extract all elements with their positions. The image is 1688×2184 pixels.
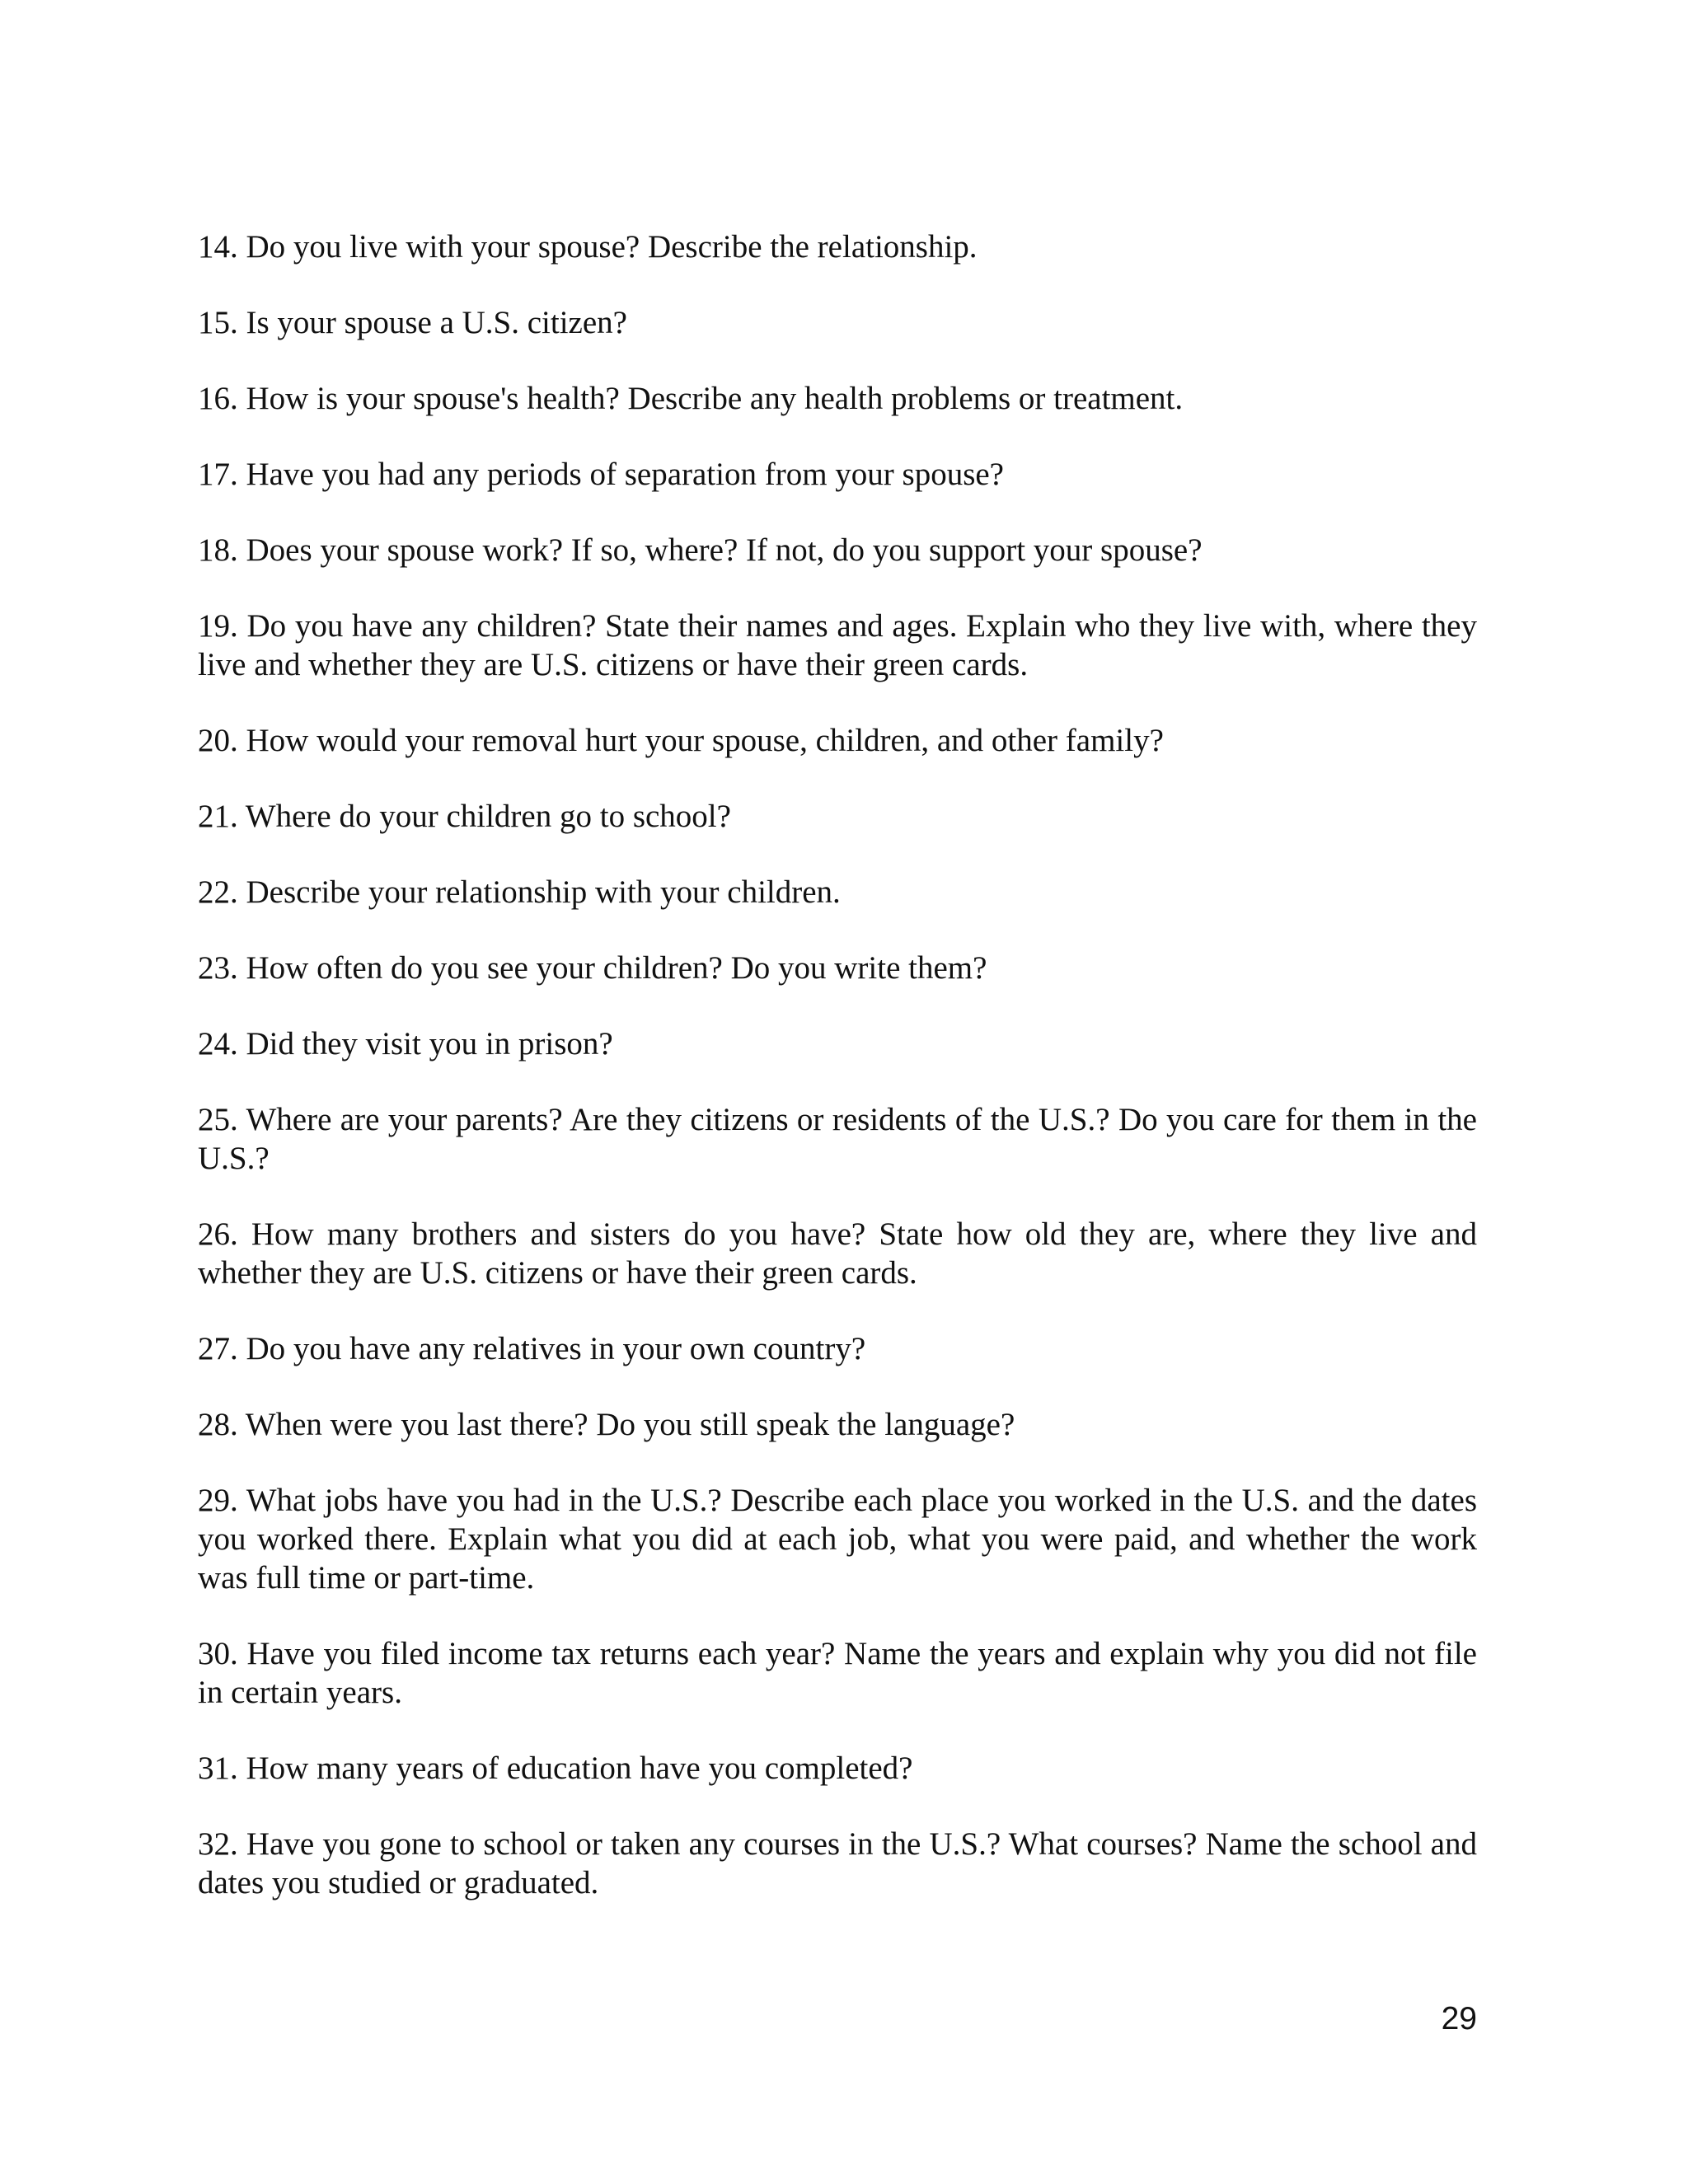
question-17: 17. Have you had any periods of separation from your spouse? (198, 457, 1004, 492)
question-list (198, 227, 1477, 1939)
question-23: 23. How often do you see your children? Do you write them? (198, 950, 987, 986)
page-number: 29 (1441, 2001, 1477, 2036)
question-24: 24. Did they visit you in prison? (198, 1026, 613, 1062)
question-30: 30. Have you filed income tax returns each year? Name the years and explain why you did not file in certain years. (198, 1636, 1477, 1710)
question-32: 32. Have you gone to school or taken any courses in the U.S.? What courses? Name the school and dates you studied or graduated. (198, 1826, 1477, 1900)
question-18: 18. Does your spouse work? If so, where? If not, do you support your spouse? (198, 532, 1203, 568)
question-14: 14. Do you live with your spouse? Describe the relationship. (198, 229, 978, 265)
question-26: 26. How many brothers and sisters do you have? State how old they are, where they live and whether they are U.S. citizens or have their green cards. (198, 1216, 1477, 1291)
question-28: 28. When were you last there? Do you still speak the language? (198, 1407, 1015, 1442)
question-19: 19. Do you have any children? State their names and ages. Explain who they live with, where they live and whether they are U.S. citizens or have their green cards. (198, 608, 1477, 682)
question-21: 21. Where do your children go to school? (198, 799, 731, 834)
question-20: 20. How would your removal hurt your spouse, children, and other family? (198, 723, 1164, 758)
question-15: 15. Is your spouse a U.S. citizen? (198, 305, 627, 340)
question-29: 29. What jobs have you had in the U.S.? Describe each place you worked in the U.S. and the dates you worked there. Explain what you did at each job, what you were paid, and whether the work was full time or part-time. (198, 1483, 1477, 1596)
question-22: 22. Describe your relationship with your children. (198, 874, 841, 910)
question-31: 31. How many years of education have you completed? (198, 1750, 913, 1786)
question-27: 27. Do you have any relatives in your own country? (198, 1331, 866, 1366)
question-25: 25. Where are your parents? Are they citizens or residents of the U.S.? Do you care for them in the U.S.? (198, 1102, 1477, 1176)
question-16: 16. How is your spouse's health? Describe any health problems or treatment. (198, 381, 1184, 416)
